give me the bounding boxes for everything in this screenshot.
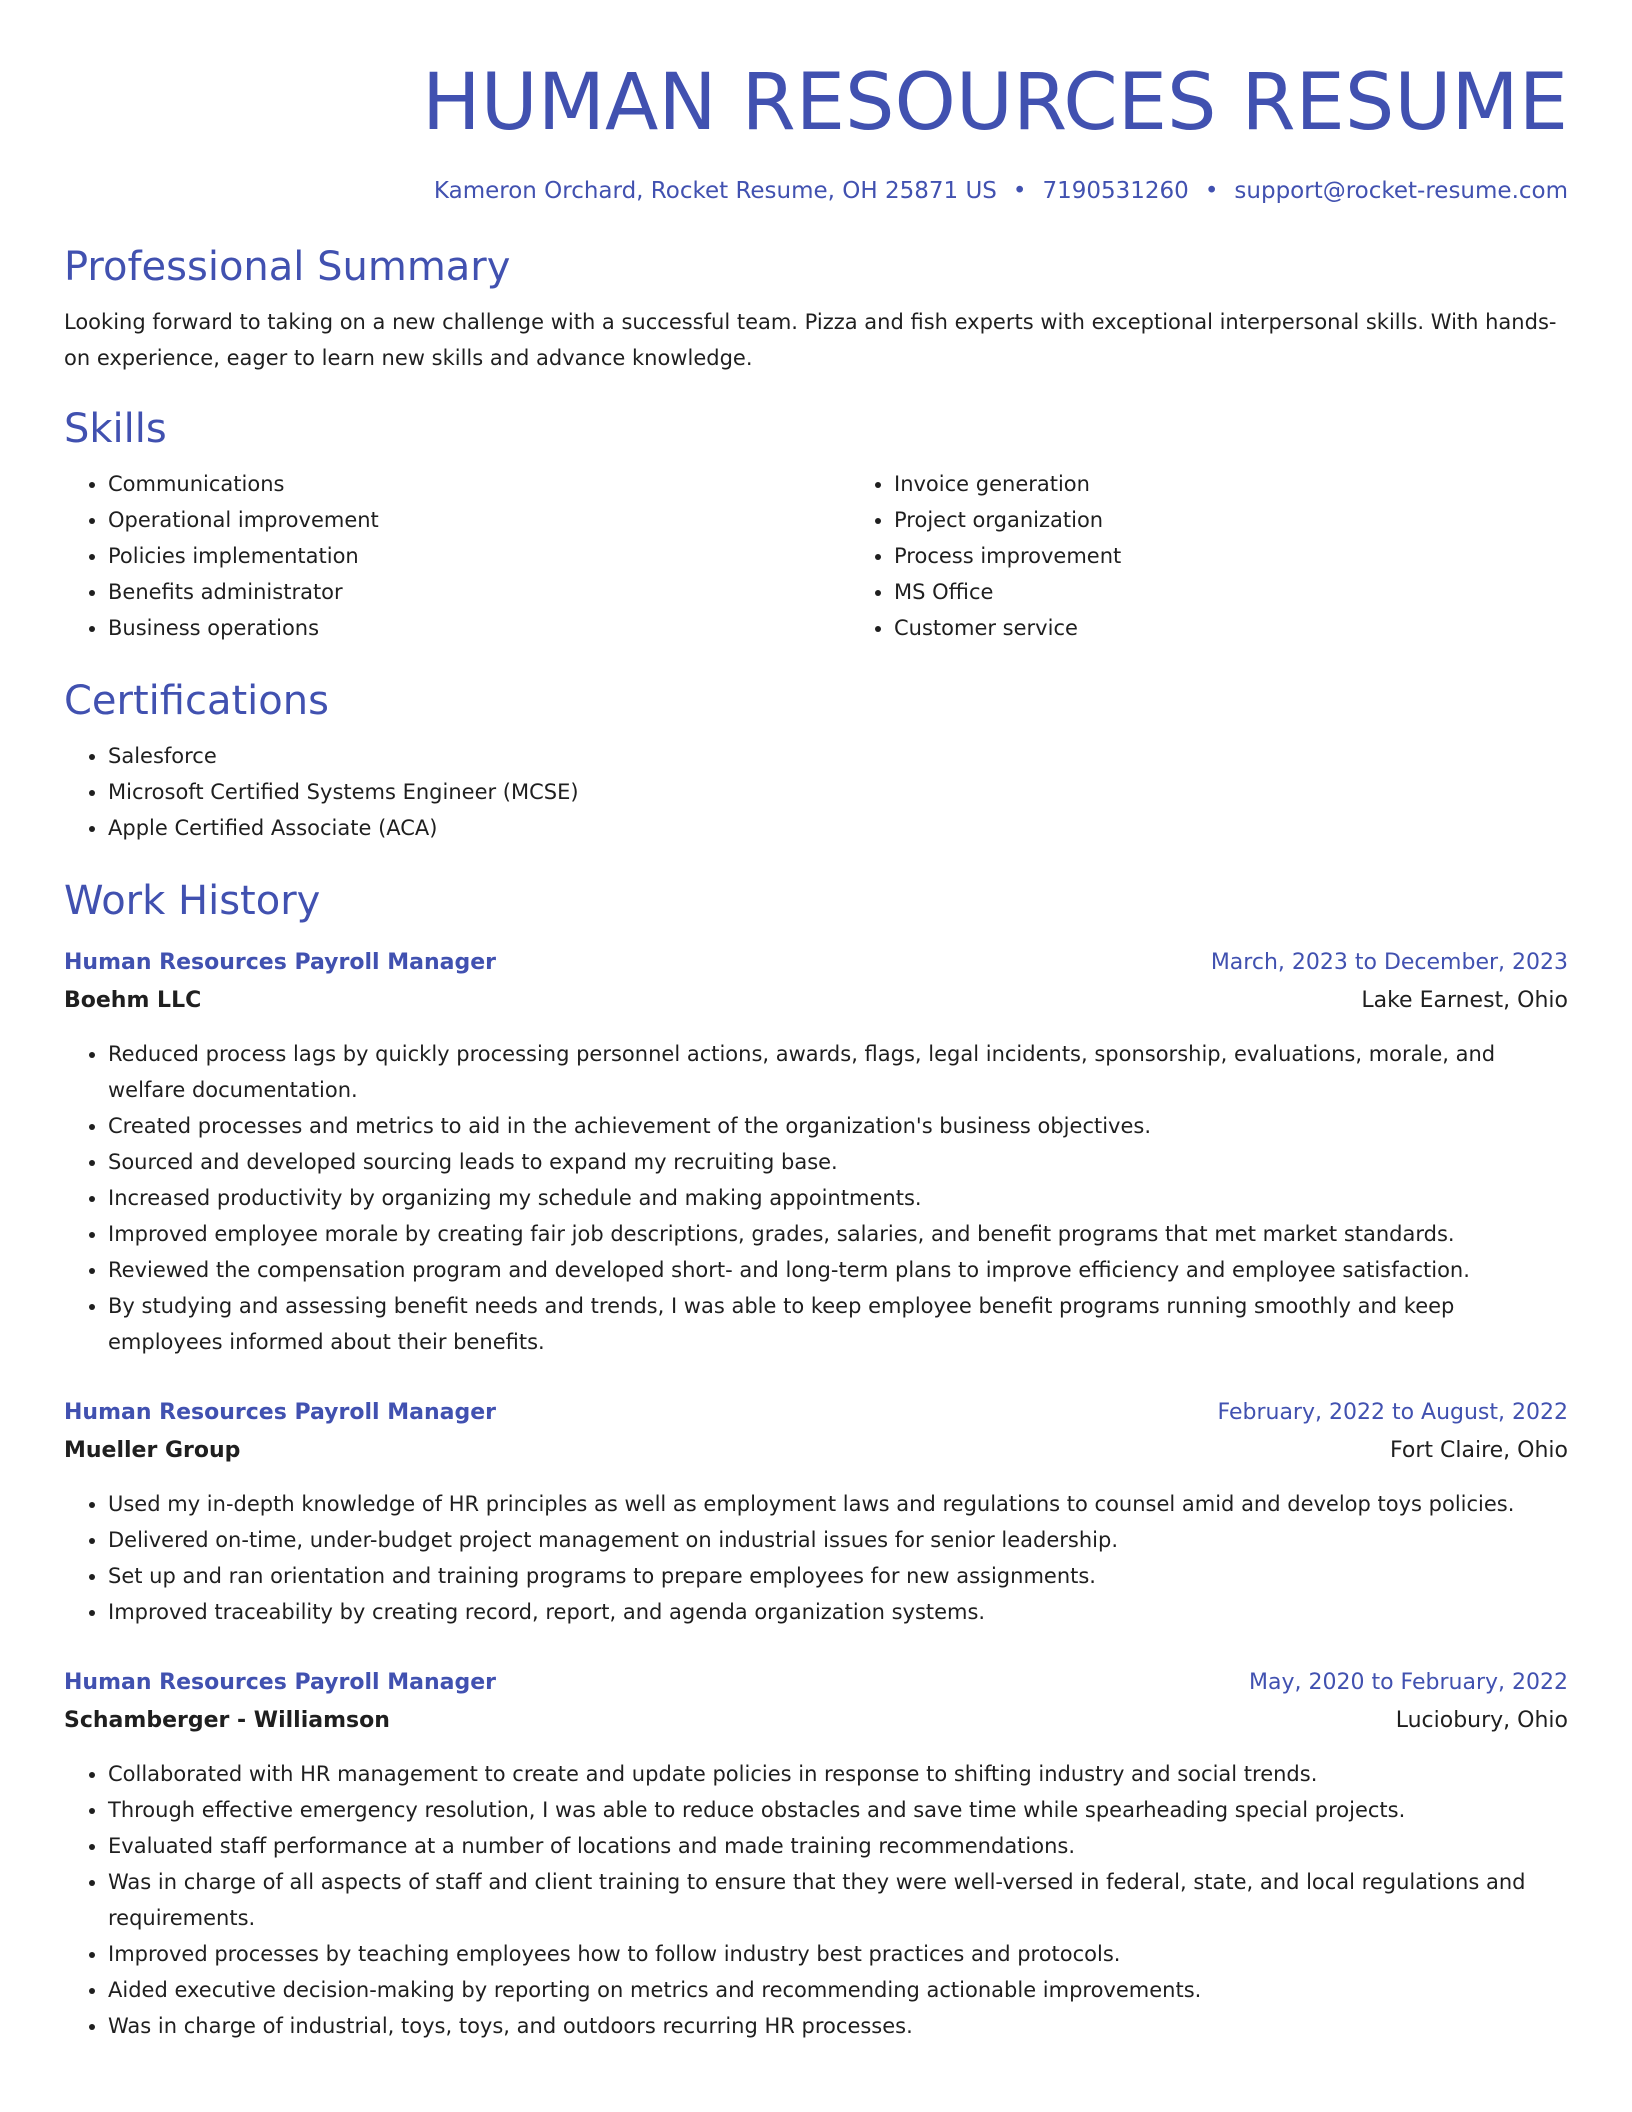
skill-item: • Business operations xyxy=(108,610,850,646)
contact-email: support@rocket-resume.com xyxy=(1234,178,1568,204)
skill-item: • Process improvement xyxy=(894,538,1632,574)
job-bullet: • Reviewed the compensation program and developed short- and long-term plans to improve efficiency and employee satisfaction. xyxy=(108,1252,1568,1288)
job-bullet: • Sourced and developed sourcing leads to expand my recruiting base. xyxy=(108,1144,1568,1180)
job-bullet: • Used my in-depth knowledge of HR principles as well as employment laws and regulations to counsel amid and develop toys policies. xyxy=(108,1486,1568,1522)
job-title: Human Resources Payroll Manager xyxy=(64,1670,496,1695)
skill-item: • Operational improvement xyxy=(108,502,850,538)
job-bullets xyxy=(64,1486,1568,1630)
job-bullet: • Created processes and metrics to aid in the achievement of the organization's business objectives. xyxy=(108,1108,1568,1144)
contact-separator: • xyxy=(1012,178,1027,204)
job-bullet: • Set up and ran orientation and training programs to prepare employees for new assignments. xyxy=(108,1558,1568,1594)
job-company: Boehm LLC xyxy=(64,988,202,1013)
job-bullet: • Through effective emergency resolution, I was able to reduce obstacles and save time while spearheading special projects. xyxy=(108,1792,1568,1828)
job-bullet: • Reduced process lags by quickly processing personnel actions, awards, flags, legal incidents, sponsorship, evaluations, morale, and welfare documentation. xyxy=(108,1036,1568,1108)
job-dates: February, 2022 to August, 2022 xyxy=(1217,1400,1568,1425)
certification-item: • Salesforce xyxy=(108,738,1568,774)
job-company-row xyxy=(64,1432,1568,1470)
job-bullets xyxy=(64,1756,1568,2044)
job-header-row xyxy=(64,1664,1568,1702)
skills-heading: Skills xyxy=(64,406,167,452)
job-entry xyxy=(64,1664,1568,2044)
skill-item: • Project organization xyxy=(894,502,1632,538)
job-header-row xyxy=(64,944,1568,982)
job-location: Fort Claire, Ohio xyxy=(1390,1438,1568,1463)
skill-item: • Invoice generation xyxy=(894,466,1632,502)
resume-title: HUMAN RESOURCES RESUME xyxy=(421,58,1568,148)
certifications-list xyxy=(64,738,1568,846)
summary-text: Looking forward to taking on a new challenge with a successful team. Pizza and fish experts with exceptional interpersonal skills. With hands-on experience, eager to learn new skills and advance knowledge. xyxy=(64,310,1557,370)
job-dates: March, 2023 to December, 2023 xyxy=(1210,950,1568,975)
job-bullets xyxy=(64,1036,1568,1360)
job-company-row xyxy=(64,1702,1568,1740)
job-bullet: • Delivered on-time, under-budget project management on industrial issues for senior leadership. xyxy=(108,1522,1568,1558)
job-company-row xyxy=(64,982,1568,1020)
job-bullet: • Increased productivity by organizing my schedule and making appointments. xyxy=(108,1180,1568,1216)
skill-item: • Communications xyxy=(108,466,850,502)
certification-item: • Apple Certified Associate (ACA) xyxy=(108,810,1568,846)
work-history-heading: Work History xyxy=(64,878,321,924)
job-entry xyxy=(64,944,1568,1360)
contact-line xyxy=(64,174,1568,208)
job-location: Lake Earnest, Ohio xyxy=(1361,988,1568,1013)
contact-address: Kameron Orchard, Rocket Resume, OH 25871 US xyxy=(433,178,997,204)
job-location: Luciobury, Ohio xyxy=(1395,1708,1568,1733)
job-bullet: • Improved processes by teaching employees how to follow industry best practices and protocols. xyxy=(108,1936,1568,1972)
skills-list-right xyxy=(850,466,1632,646)
certifications-heading: Certifications xyxy=(64,678,329,724)
job-bullet: • Was in charge of industrial, toys, toys, and outdoors recurring HR processes. xyxy=(108,2008,1568,2044)
job-bullet: • Aided executive decision-making by reporting on metrics and recommending actionable improvements. xyxy=(108,1972,1568,2008)
skills-list-left xyxy=(64,466,850,646)
job-company: Schamberger - Williamson xyxy=(64,1708,390,1733)
job-bullet: • Collaborated with HR management to create and update policies in response to shifting industry and social trends. xyxy=(108,1756,1568,1792)
job-bullet: • Improved traceability by creating record, report, and agenda organization systems. xyxy=(108,1594,1568,1630)
skill-item: • Benefits administrator xyxy=(108,574,850,610)
contact-phone: 7190531260 xyxy=(1042,178,1189,204)
job-header-row xyxy=(64,1394,1568,1432)
job-bullet: • Improved employee morale by creating fair job descriptions, grades, salaries, and benefit programs that met market standards. xyxy=(108,1216,1568,1252)
job-company: Mueller Group xyxy=(64,1438,241,1463)
job-bullet: • Was in charge of all aspects of staff and client training to ensure that they were well-versed in federal, state, and local regulations and requirements. xyxy=(108,1864,1568,1936)
job-dates: May, 2020 to February, 2022 xyxy=(1249,1670,1568,1695)
contact-separator: • xyxy=(1204,178,1219,204)
job-entry xyxy=(64,1394,1568,1630)
skill-item: • MS Office xyxy=(894,574,1632,610)
job-title: Human Resources Payroll Manager xyxy=(64,950,496,975)
summary-heading: Professional Summary xyxy=(64,244,511,290)
skills-columns xyxy=(64,466,1568,646)
job-bullet: • By studying and assessing benefit needs and trends, I was able to keep employee benefit programs running smoothly and keep employees informed about their benefits. xyxy=(108,1288,1568,1360)
skill-item: • Policies implementation xyxy=(108,538,850,574)
job-title: Human Resources Payroll Manager xyxy=(64,1400,496,1425)
skill-item: • Customer service xyxy=(894,610,1632,646)
certification-item: • Microsoft Certified Systems Engineer (MCSE) xyxy=(108,774,1568,810)
job-bullet: • Evaluated staff performance at a number of locations and made training recommendations. xyxy=(108,1828,1568,1864)
